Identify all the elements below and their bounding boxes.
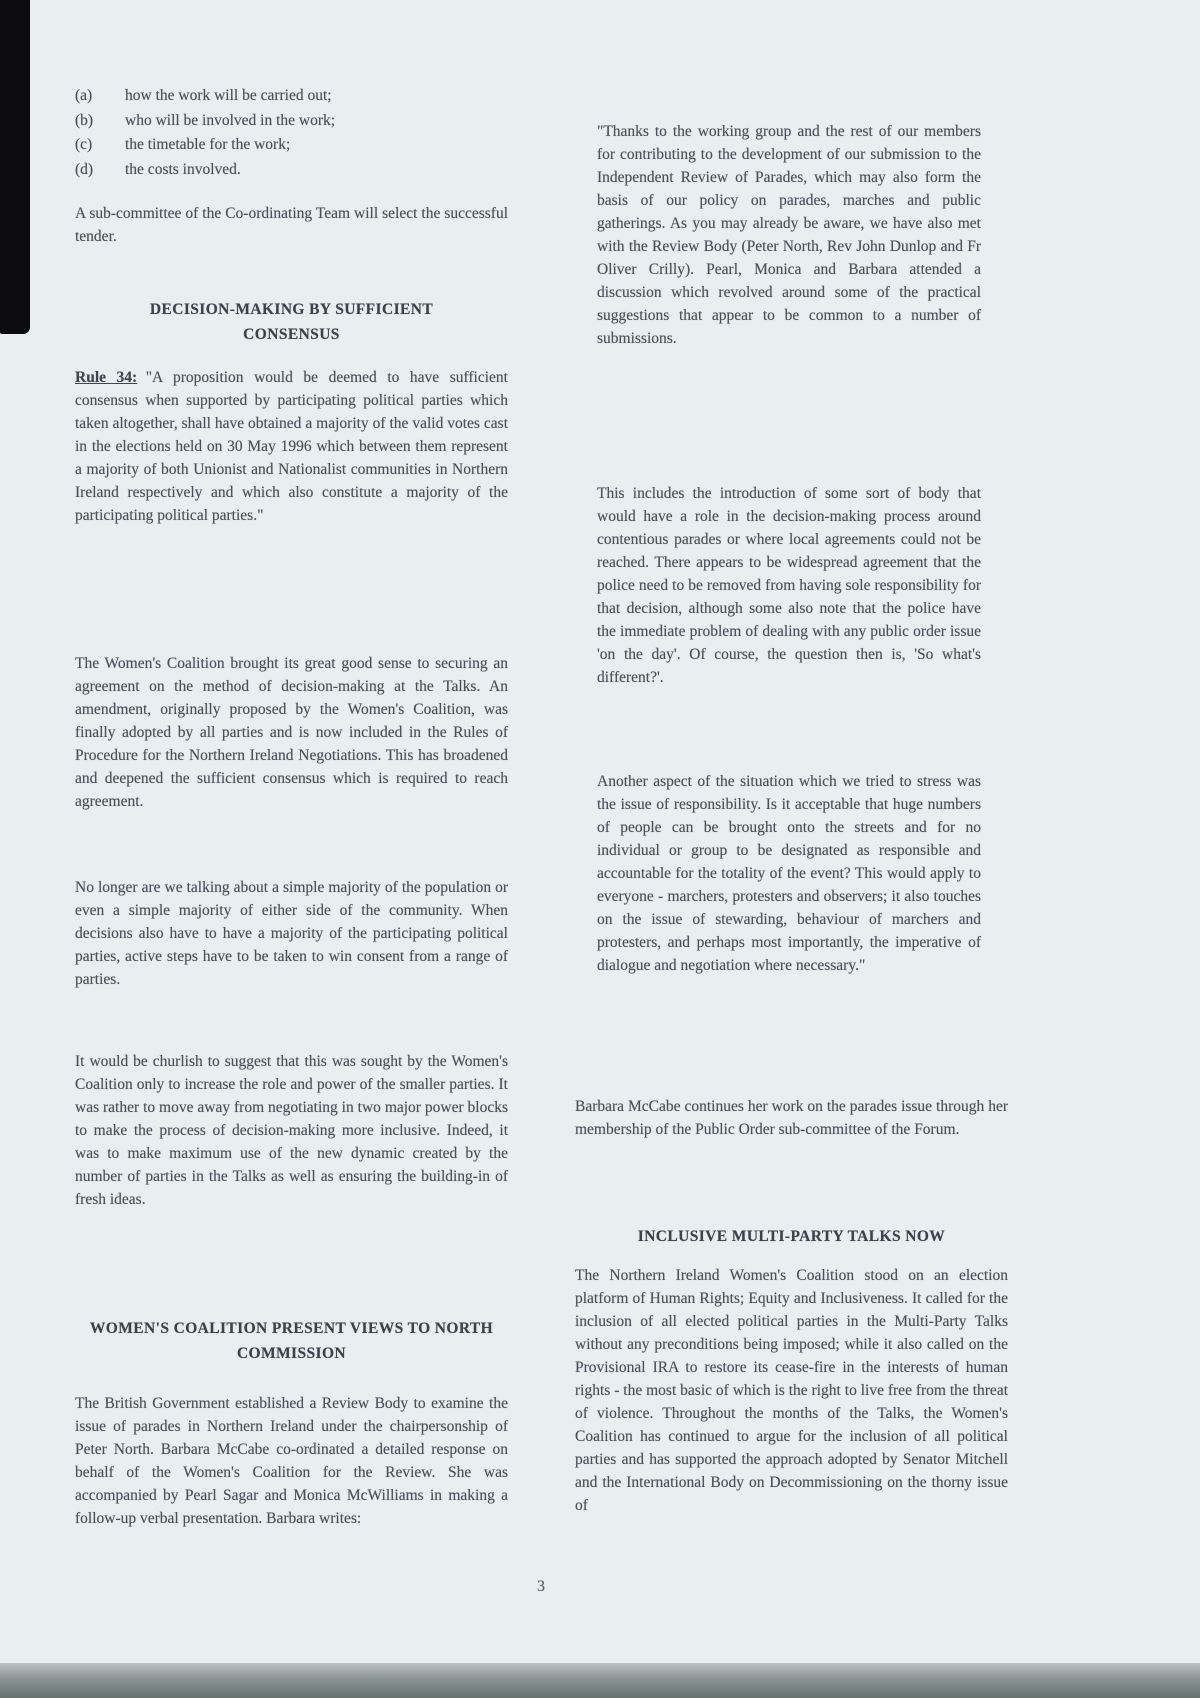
paragraph-coalition-good-sense: The Women's Coalition brought its great good sense to securing an agreement on the method of decision-making at the Talks. An amendment, originally proposed by the Women's Coalition, was finally adopted by all parties and is now included in the Rules of Procedure for the Northern Ireland Negotiations. This has broadened and deepened the sufficient consensus which is required to reach agreement.: [75, 655, 508, 810]
section-heading-inclusive-talks: [575, 1224, 1008, 1249]
list-item: [75, 109, 508, 134]
paragraph-tender-subcommittee: A sub-committee of the Co-ordinating Team will select the successful tender.: [75, 205, 508, 245]
list-item: [75, 84, 508, 109]
quote-paragraph-responsibility: Another aspect of the situation which we tried to stress was the issue of responsibility. Is it acceptable that huge numbers of people can be brought onto the streets and for no individual or group to be designated as responsible and accountable for the totality of the event? This would apply to everyone - marchers, protesters and observers; it also touches on the issue of stewarding, behaviour of marchers and protesters, and perhaps most importantly, the imperative of dialogue and negotiation where necessary.": [597, 773, 981, 974]
paragraph-british-government: The British Government established a Review Body to examine the issue of parades in Northern Ireland under the chairpersonship of Peter North. Barbara McCabe co-ordinated a detailed response on behalf of the Women's Coalition for the Review. She was accompanied by Pearl Sagar and Monica McWilliams in making a follow-up verbal presentation. Barbara writes:: [75, 1395, 508, 1527]
list-item-label: (d): [75, 160, 94, 178]
list-item: [75, 158, 508, 183]
scan-edge-artifact-bottom: [0, 1663, 1200, 1698]
list-item-label: (c): [75, 136, 93, 153]
quote-paragraph-thanks: "Thanks to the working group and the rest of our members for contributing to the development of our submission to the Independent Review of Parades, which may also form the basis of our policy on parades, marches and public gatherings. As you may already be aware, we have also met with the Review Body (Peter North, Rev John Dunlop and Fr Oliver Crilly). Pearl, Monica and Barbara attended a discussion which revolved around some of the practical suggestions that appear to be common to a number of submissions.: [597, 123, 981, 347]
paragraph-rule-34: [75, 366, 508, 527]
paragraph-inclusive-talks: The Northern Ireland Women's Coalition stood on an election platform of Human Rights; Equity and Inclusiveness. It called for the inclusion of all elected political parties in the Multi-Party Talks without any preconditions being imposed; while it also called on the Provisional IRA to restore its cease-fire in the interests of human rights - the most basic of which is the right to live free from the threat of violence. Throughout the months of the Talks, the Women's Coalition has continued to argue for the inclusion of all political parties and has supported the approach adopted by Senator Mitchell and the International Body on Decommissioning on the thorny issue of: [575, 1267, 1008, 1514]
paragraph-barbara-mccabe: Barbara McCabe continues her work on the parades issue through her membership of the Public Order sub-committee of the Forum.: [575, 1098, 1008, 1138]
list-item-label: (a): [75, 87, 93, 104]
section-heading-north-commission: [75, 1316, 508, 1366]
list-item-text: who will be involved in the work;: [125, 111, 336, 129]
rule-34-quote-text: "A proposition would be deemed to have sufficient consensus when supported by participating political parties which taken altogether, shall have obtained a majority of the valid votes cast in the elections held on 30 May 1996 which between them represent a majority of both Unionist and Nationalist communities in Northern Ireland respectively and which also constitute a majority of the participating political parties.": [75, 369, 508, 524]
section-heading-text: INCLUSIVE MULTI-PARTY TALKS NOW: [637, 1228, 946, 1245]
section-heading-text: WOMEN'S COALITION PRESENT VIEWS TO NORTH COMMISSION: [89, 1320, 494, 1362]
paragraph-no-longer-simple-majority: No longer are we talking about a simple majority of the population or even a simple majority of either side of the community. When decisions also have to have a majority of the participating political parties, active steps have to be taken to win consent from a range of parties.: [75, 879, 508, 988]
paragraph-churlish: It would be churlish to suggest that this was sought by the Women's Coalition only to increase the role and power of the smaller parties. It was rather to move away from negotiating in two major power blocks to make the process of decision-making more inclusive. Indeed, it was to make maximum use of the new dynamic created by the number of parties in the Talks as well as ensuring the building-in of fresh ideas.: [75, 1053, 508, 1208]
tender-criteria-list: [75, 84, 508, 182]
rule-34-label: Rule 34:: [75, 369, 138, 386]
section-heading-decision-making: [75, 297, 508, 347]
list-item-text: how the work will be carried out;: [125, 87, 332, 104]
list-item-text: the timetable for the work;: [125, 136, 291, 153]
page-number: 3: [537, 1578, 545, 1595]
quote-paragraph-body-introduction: This includes the introduction of some sort of body that would have a role in the decision-making process around contentious parades or where local agreements could not be reached. There appears to be widespread agreement that the police need to be removed from having sole responsibility for that decision, although some also note that the police have the immediate problem of dealing with any public order issue 'on the day'. Of course, the question then is, 'So what's different?'.: [597, 485, 981, 686]
section-heading-text: DECISION-MAKING BY SUFFICIENT CONSENSUS: [149, 301, 434, 343]
list-item-text: the costs involved.: [125, 160, 241, 178]
list-item: [75, 133, 508, 158]
scan-edge-artifact-left: [0, 0, 30, 334]
list-item-label: (b): [75, 111, 94, 129]
